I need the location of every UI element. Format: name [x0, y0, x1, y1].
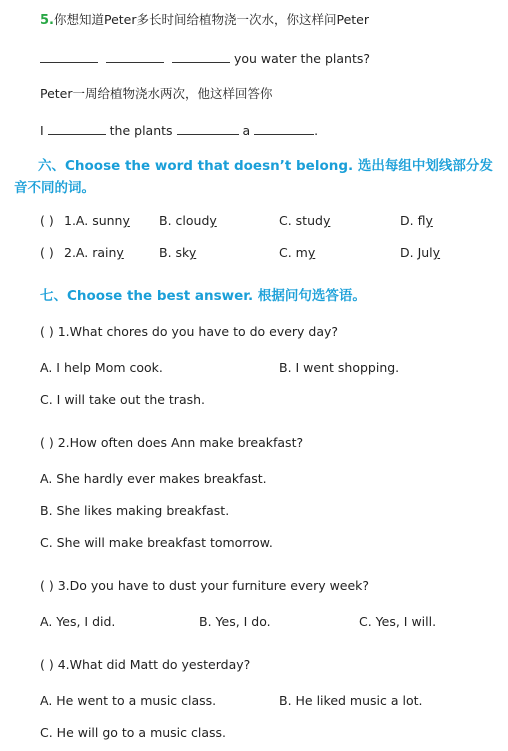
question-4: ( ) 4.What did Matt do yesterday?	[40, 657, 251, 672]
option-a: 1.A. sunny	[64, 213, 130, 228]
option-b: B. He liked music a lot.	[279, 693, 423, 708]
option-c: C. He will go to a music class.	[40, 725, 226, 740]
answer-line-3	[40, 122, 318, 139]
question-5-prompt	[40, 12, 369, 29]
paren: ( )	[40, 245, 54, 260]
answer-blank[interactable]	[40, 50, 98, 63]
line-text: the plants	[109, 123, 173, 138]
option-c: C. I will take out the trash.	[40, 392, 206, 407]
option-b: B. She likes making breakfast.	[40, 503, 230, 518]
line-text: I	[40, 123, 44, 138]
answer-blank[interactable]	[177, 122, 239, 135]
question-3: ( ) 3.Do you have to dust your furniture every week?	[40, 578, 370, 593]
option-b: B. I went shopping.	[279, 360, 400, 375]
option-b: B. sky	[159, 245, 197, 260]
option-a: A. She hardly ever makes breakfast.	[40, 471, 267, 486]
section-6-title: 六、Choose the word that doesn’t belong. 选出每组中划线部分发音不同的词。	[14, 158, 493, 196]
answer-blank[interactable]	[48, 122, 106, 135]
answer-blank[interactable]	[172, 50, 230, 63]
question-2: ( ) 2.How often does Ann make breakfast?	[40, 435, 304, 450]
question-text: 你想知道Peter多长时间给植物浇一次水，你这样问Peter	[53, 12, 370, 27]
option-c: C. study	[279, 213, 331, 228]
option-c: C. She will make breakfast tomorrow.	[40, 535, 273, 550]
option-a: A. I help Mom cook.	[40, 360, 163, 375]
section-7-title: 七、Choose the best answer. 根据问句选答语。	[40, 288, 366, 304]
answer-intro: Peter一周给植物浇水两次，他这样回答你	[40, 86, 273, 101]
answer-line-1	[40, 50, 370, 67]
option-a: 2.A. rainy	[64, 245, 124, 260]
option-a: A. Yes, I did.	[40, 614, 116, 629]
paren: ( )	[40, 213, 54, 228]
option-a: A. He went to a music class.	[40, 693, 217, 708]
question-1: ( ) 1.What chores do you have to do every day?	[40, 324, 339, 339]
option-d: D. fly	[400, 213, 433, 228]
line-text: you water the plants?	[233, 51, 371, 66]
line-text: .	[314, 123, 319, 138]
option-b: B. Yes, I do.	[199, 614, 271, 629]
answer-blank[interactable]	[106, 50, 164, 63]
option-d: D. July	[400, 245, 441, 260]
option-b: B. cloudy	[159, 213, 217, 228]
option-c: C. my	[279, 245, 316, 260]
question-number: 5.	[40, 13, 54, 28]
line-text: a	[242, 123, 251, 138]
answer-blank[interactable]	[254, 122, 314, 135]
option-c: C. Yes, I will.	[359, 614, 437, 629]
